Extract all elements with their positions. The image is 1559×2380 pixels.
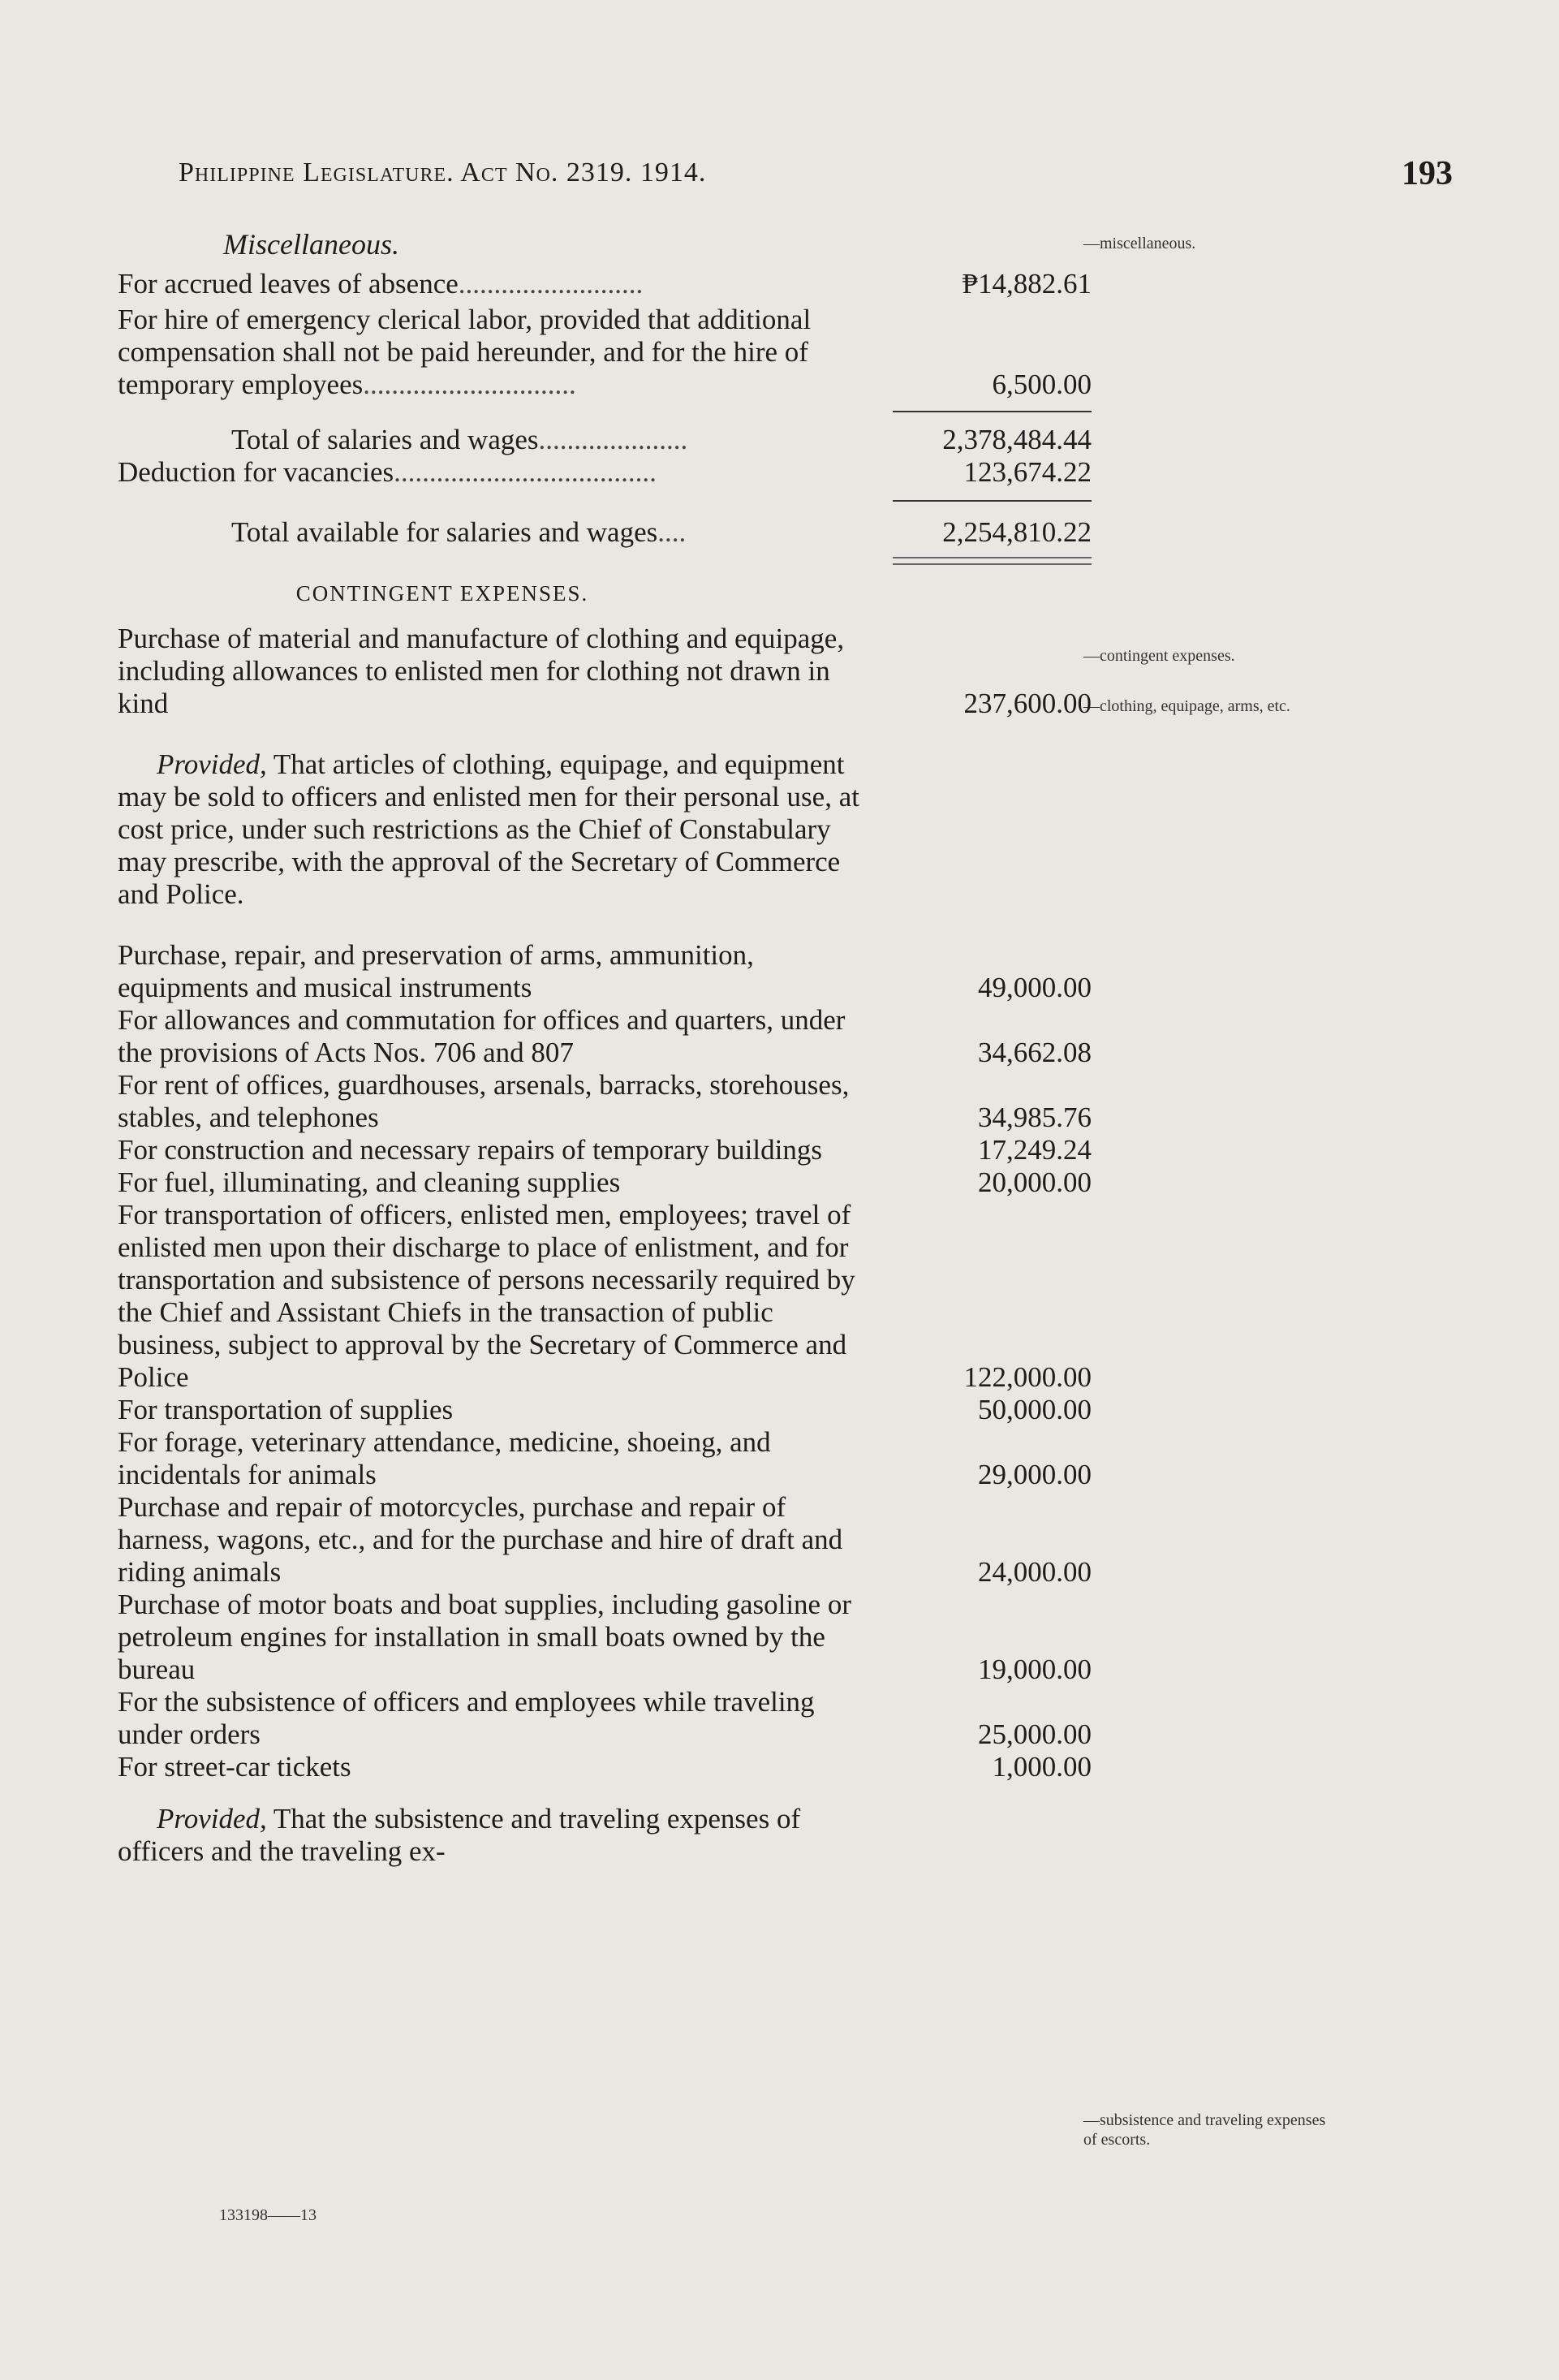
running-title: Philippine Legislature. Act No. 2319. 1914.: [179, 157, 707, 188]
line-item: For forage, veterinary attendance, medicine, shoeing, and incidentals for animals 29,000.00: [118, 1426, 1092, 1490]
line-item: For transportation of supplies 50,000.00: [118, 1394, 1092, 1425]
line-item: For transportation of officers, enlisted men, employees; travel of enlisted men upon their discharge to place of enlistment, and for transportation and subsistence of persons necessarily required by the Chief and Assistant Chiefs in the transaction of public business, subject to approval by the Secretary of Commerce and Police 122,000.00: [118, 1199, 1092, 1393]
line-item: For rent of offices, guardhouses, arsenals, barracks, storehouses, stables, and telephones 34,985.76: [118, 1069, 1092, 1133]
line-item: For fuel, illuminating, and cleaning supplies 20,000.00: [118, 1166, 1092, 1198]
line-item: For allowances and commutation for offices and quarters, under the provisions of Acts Nos. 706 and 807 34,662.08: [118, 1004, 1092, 1068]
line-item: Purchase, repair, and preservation of arms, ammunition, equipments and musical instruments 49,000.00: [118, 939, 1092, 1003]
margin-note-clothing: —clothing, equipage, arms, etc.: [1083, 697, 1290, 715]
line-item: For the subsistence of officers and employees while traveling under orders 25,000.00: [118, 1686, 1092, 1750]
line-item: For street-car tickets 1,000.00: [118, 1751, 1092, 1783]
line-item: Purchase and repair of motorcycles, purchase and repair of harness, wagons, etc., and for the purchase and hire of draft and riding animals 24,000.00: [118, 1491, 1092, 1588]
line-item: For hire of emergency clerical labor, provided that additional compensation shall not be paid hereunder, and for the hire of temporary employees.............................. 6,500.00: [118, 304, 1092, 400]
margin-note-miscellaneous: —miscellaneous.: [1083, 235, 1196, 252]
document-body: [118, 227, 1092, 1896]
section-title-miscellaneous: Miscellaneous.: [223, 228, 399, 261]
total-available: Total available for salaries and wages.... 2,254,810.22: [231, 516, 1092, 548]
page-header: [179, 154, 1453, 203]
line-item-clothing: Purchase of material and manufacture of clothing and equipage, including allowances to enlisted men for clothing not drawn in kind 237,600.00: [118, 623, 1092, 719]
proviso-clothing: Provided, That articles of clothing, equipage, and equipment may be sold to officers and enlisted men for their personal use, at cost price, under such restrictions as the Chief of Constabulary may prescribe, with the approval of the Secretary of Commerce and Police.: [118, 748, 859, 910]
footer-code: 133198——13: [219, 2206, 317, 2224]
proviso-subsistence: Provided, That the subsistence and traveling expenses of officers and the traveling ex-: [118, 1803, 801, 1867]
margin-note-contingent: —contingent expenses.: [1083, 647, 1235, 665]
line-item: For construction and necessary repairs of temporary buildings 17,249.24: [118, 1134, 1092, 1166]
line-item: For accrued leaves of absence.......................... ₱14,882.61: [118, 268, 1092, 300]
section-title-contingent: CONTINGENT EXPENSES.: [295, 581, 589, 606]
line-item: Purchase of motor boats and boat supplies, including gasoline or petroleum engines for installation in small boats owned by the bureau 19,000.00: [118, 1589, 1092, 1685]
margin-note-subsistence: —subsistence and traveling expenses of escorts.: [1083, 2111, 1326, 2149]
deduction-vacancies: Deduction for vacancies..................................... 123,674.22: [118, 456, 1092, 488]
total-salaries: Total of salaries and wages..................... 2,378,484.44: [231, 424, 1092, 455]
page-number: 193: [1402, 155, 1453, 192]
